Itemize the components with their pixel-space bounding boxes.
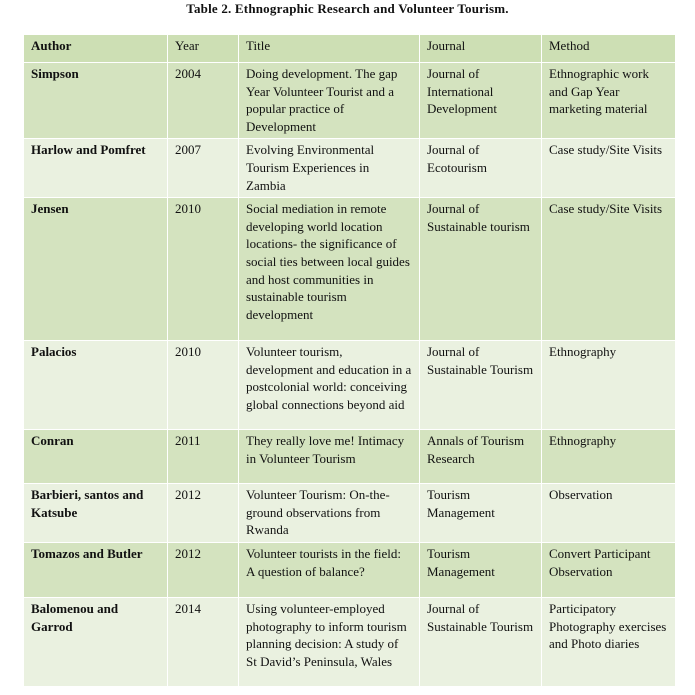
header-journal: Journal — [420, 35, 542, 63]
cell-title: Using volunteer-employed photography to inform tourism planning decision: A study of St David’s Peninsula, Wales — [239, 597, 420, 686]
cell-journal: Tourism Management — [420, 542, 542, 597]
header-author: Author — [24, 35, 168, 63]
cell-author: Tomazos and Butler — [24, 542, 168, 597]
cell-method: Case study/Site Visits — [542, 198, 676, 341]
cell-year: 2012 — [168, 484, 239, 543]
cell-title: Volunteer tourism, development and education in a postcolonial world: conceiving global connections beyond aid — [239, 341, 420, 430]
table-row — [24, 198, 676, 341]
cell-title: They really love me! Intimacy in Volunteer Tourism — [239, 430, 420, 484]
table-row — [24, 484, 676, 543]
cell-year: 2010 — [168, 198, 239, 341]
cell-journal: Tourism Management — [420, 484, 542, 543]
table-row — [24, 597, 676, 686]
cell-method: Participatory Photography exercises and Photo diaries — [542, 597, 676, 686]
cell-year: 2014 — [168, 597, 239, 686]
table-row — [24, 341, 676, 430]
cell-title: Evolving Environmental Tourism Experiences in Zambia — [239, 139, 420, 198]
table-row — [24, 542, 676, 597]
cell-method: Ethnography — [542, 341, 676, 430]
table-row — [24, 430, 676, 484]
cell-journal: Journal of Sustainable Tourism — [420, 597, 542, 686]
cell-author: Balomenou and Garrod — [24, 597, 168, 686]
cell-year: 2011 — [168, 430, 239, 484]
cell-author: Barbieri, santos and Katsube — [24, 484, 168, 543]
header-year: Year — [168, 35, 239, 63]
cell-journal: Journal of Sustainable tourism — [420, 198, 542, 341]
header-title: Title — [239, 35, 420, 63]
cell-author: Conran — [24, 430, 168, 484]
cell-author: Simpson — [24, 63, 168, 139]
cell-year: 2007 — [168, 139, 239, 198]
cell-author: Harlow and Pomfret — [24, 139, 168, 198]
cell-author: Jensen — [24, 198, 168, 341]
cell-year: 2012 — [168, 542, 239, 597]
cell-title: Volunteer Tourism: On-the-ground observations from Rwanda — [239, 484, 420, 543]
cell-method: Ethnographic work and Gap Year marketing material — [542, 63, 676, 139]
cell-journal: Journal of Ecotourism — [420, 139, 542, 198]
cell-journal: Journal of Sustainable Tourism — [420, 341, 542, 430]
table-row — [24, 63, 676, 139]
cell-title: Doing development. The gap Year Volunteer Tourist and a popular practice of Development — [239, 63, 420, 139]
cell-title: Social mediation in remote developing world location locations- the significance of social ties between local guides and host communities in sustainable tourism development — [239, 198, 420, 341]
cell-author: Palacios — [24, 341, 168, 430]
table-header-row — [24, 35, 676, 63]
cell-year: 2010 — [168, 341, 239, 430]
header-method: Method — [542, 35, 676, 63]
table-caption: Table 2. Ethnographic Research and Volunteer Tourism. — [186, 1, 509, 16]
cell-journal: Journal of International Development — [420, 63, 542, 139]
cell-method: Case study/Site Visits — [542, 139, 676, 198]
cell-method: Observation — [542, 484, 676, 543]
research-table — [23, 34, 676, 687]
cell-method: Convert Participant Observation — [542, 542, 676, 597]
cell-year: 2004 — [168, 63, 239, 139]
cell-method: Ethnography — [542, 430, 676, 484]
table-row — [24, 139, 676, 198]
cell-title: Volunteer tourists in the field: A question of balance? — [239, 542, 420, 597]
cell-journal: Annals of Tourism Research — [420, 430, 542, 484]
